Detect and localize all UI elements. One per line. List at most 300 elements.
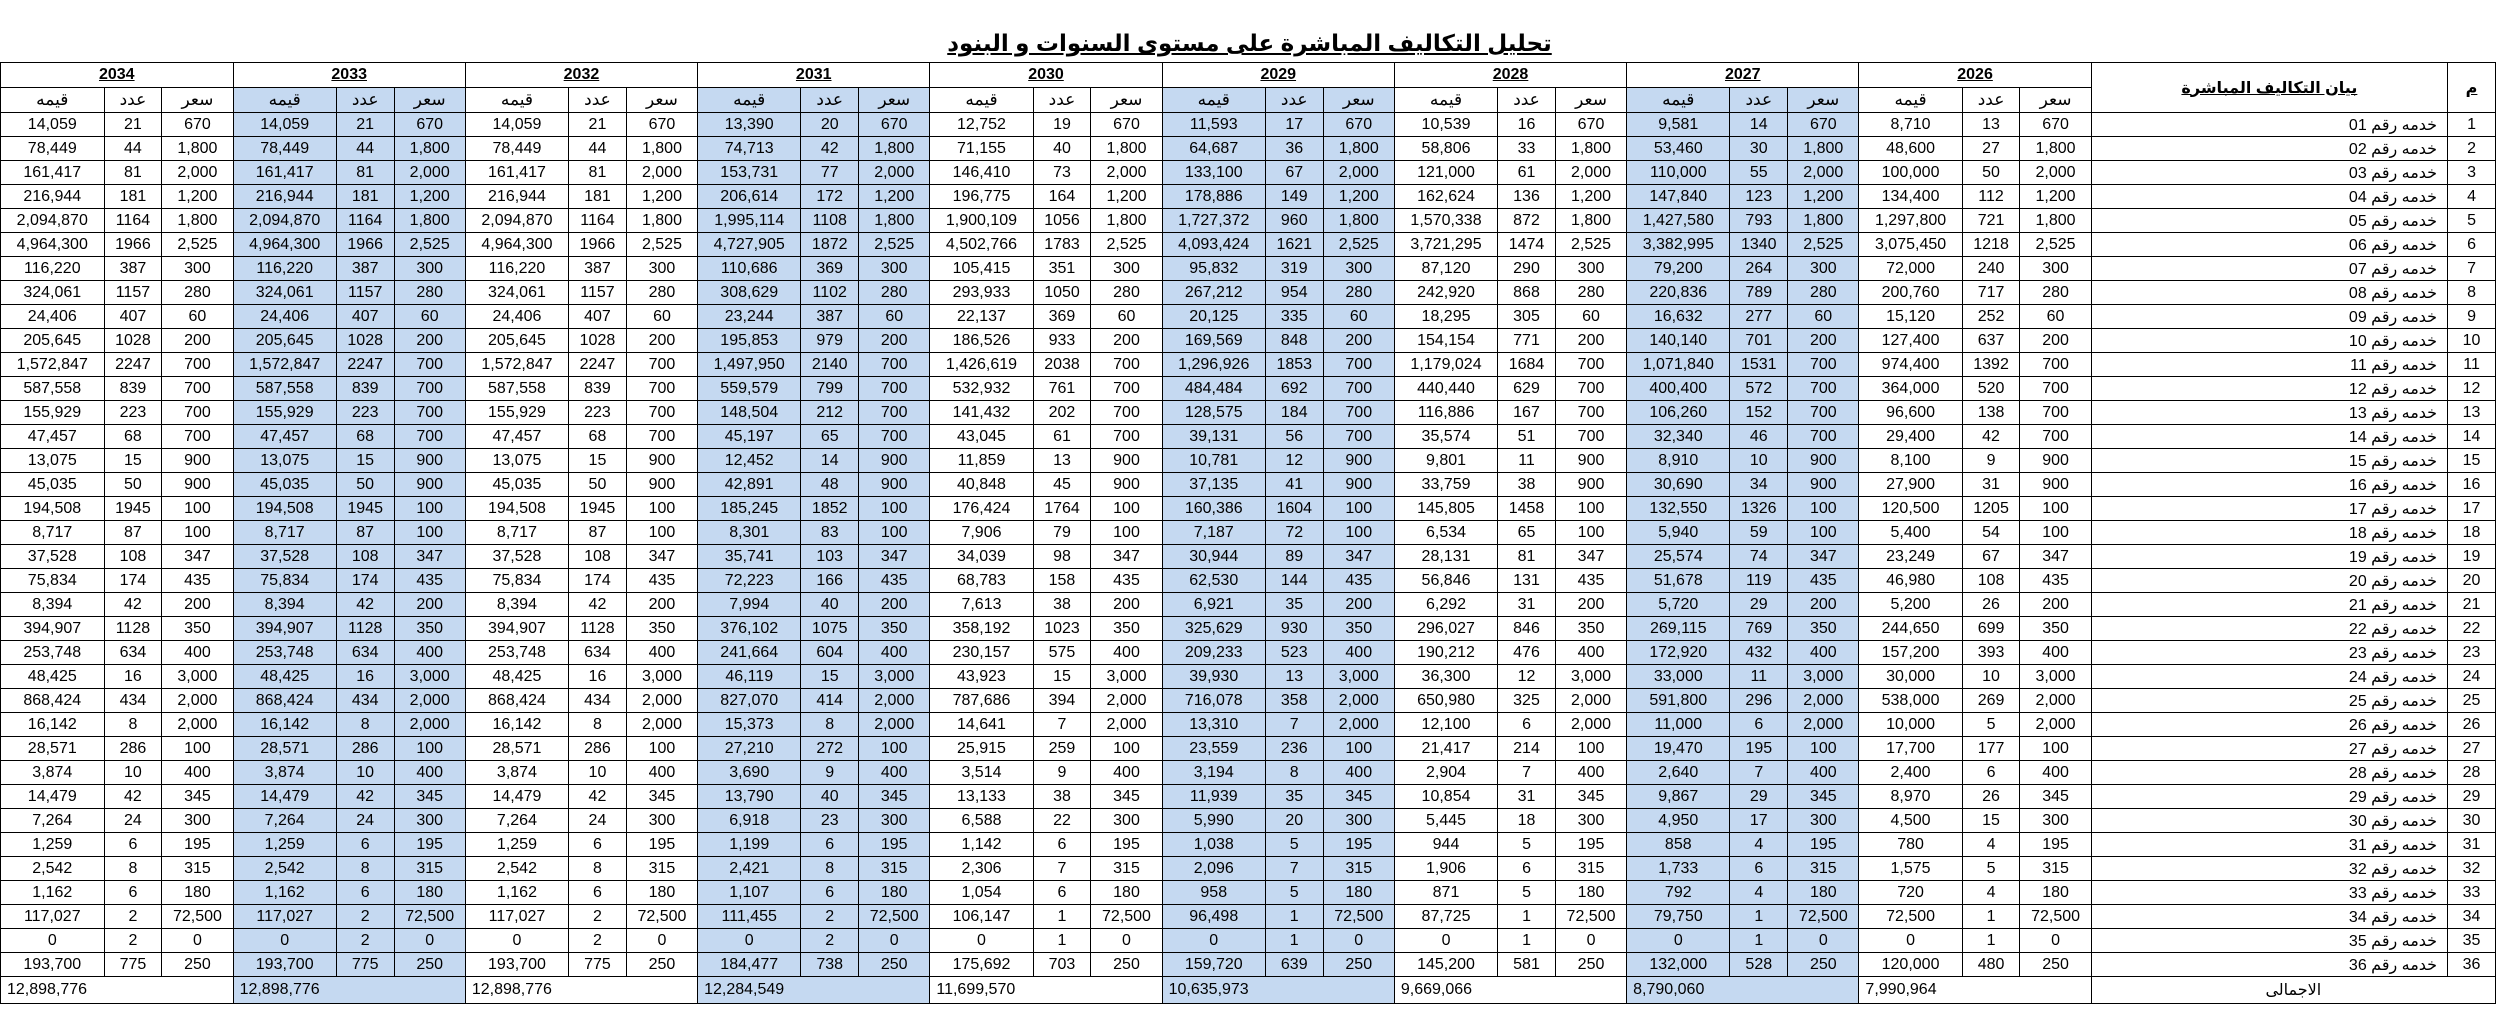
price-cell[interactable]: 900 bbox=[1555, 473, 1626, 497]
price-cell[interactable]: 195 bbox=[1091, 833, 1162, 857]
value-cell[interactable]: 3,874 bbox=[465, 761, 568, 785]
header-value[interactable]: قيمه bbox=[465, 88, 568, 113]
count-cell[interactable]: 50 bbox=[336, 473, 394, 497]
count-cell[interactable]: 629 bbox=[1498, 377, 1556, 401]
price-cell[interactable]: 400 bbox=[2020, 761, 2091, 785]
price-cell[interactable]: 200 bbox=[1788, 593, 1859, 617]
count-cell[interactable]: 123 bbox=[1730, 185, 1788, 209]
value-cell[interactable]: 11,939 bbox=[1162, 785, 1265, 809]
price-cell[interactable]: 315 bbox=[162, 857, 233, 881]
count-cell[interactable]: 15 bbox=[336, 449, 394, 473]
value-cell[interactable]: 3,382,995 bbox=[1627, 233, 1730, 257]
value-cell[interactable]: 3,721,295 bbox=[1394, 233, 1497, 257]
price-cell[interactable]: 100 bbox=[859, 521, 930, 545]
count-cell[interactable]: 8 bbox=[801, 857, 859, 881]
price-cell[interactable]: 300 bbox=[1788, 257, 1859, 281]
count-cell[interactable]: 6 bbox=[801, 881, 859, 905]
count-cell[interactable]: 202 bbox=[1033, 401, 1091, 425]
value-cell[interactable]: 7,264 bbox=[465, 809, 568, 833]
price-cell[interactable]: 100 bbox=[162, 737, 233, 761]
count-cell[interactable]: 223 bbox=[569, 401, 627, 425]
count-cell[interactable]: 868 bbox=[1498, 281, 1556, 305]
count-cell[interactable]: 6 bbox=[1962, 761, 2020, 785]
price-cell[interactable]: 1,200 bbox=[1091, 185, 1162, 209]
value-cell[interactable]: 650,980 bbox=[1394, 689, 1497, 713]
value-cell[interactable]: 253,748 bbox=[1, 641, 105, 665]
count-cell[interactable]: 45 bbox=[1033, 473, 1091, 497]
price-cell[interactable]: 100 bbox=[1091, 497, 1162, 521]
price-cell[interactable]: 1,200 bbox=[626, 185, 697, 209]
price-cell[interactable]: 60 bbox=[859, 305, 930, 329]
price-cell[interactable]: 2,000 bbox=[626, 689, 697, 713]
row-label[interactable]: خدمه رقم 08 bbox=[2091, 281, 2447, 305]
price-cell[interactable]: 250 bbox=[394, 953, 465, 977]
price-cell[interactable]: 72,500 bbox=[859, 905, 930, 929]
price-cell[interactable]: 1,800 bbox=[394, 137, 465, 161]
value-cell[interactable]: 4,500 bbox=[1859, 809, 1962, 833]
value-cell[interactable]: 161,417 bbox=[465, 161, 568, 185]
value-cell[interactable]: 241,664 bbox=[698, 641, 801, 665]
value-cell[interactable]: 110,686 bbox=[698, 257, 801, 281]
value-cell[interactable]: 267,212 bbox=[1162, 281, 1265, 305]
year-header-2029[interactable]: 2029 bbox=[1162, 63, 1394, 88]
row-label[interactable]: خدمه رقم 19 bbox=[2091, 545, 2447, 569]
value-cell[interactable]: 2,640 bbox=[1627, 761, 1730, 785]
count-cell[interactable]: 480 bbox=[1962, 953, 2020, 977]
count-cell[interactable]: 4 bbox=[1730, 833, 1788, 857]
price-cell[interactable]: 100 bbox=[626, 737, 697, 761]
count-cell[interactable]: 42 bbox=[336, 593, 394, 617]
price-cell[interactable]: 180 bbox=[1788, 881, 1859, 905]
value-cell[interactable]: 1,900,109 bbox=[930, 209, 1033, 233]
count-cell[interactable]: 434 bbox=[336, 689, 394, 713]
value-cell[interactable]: 23,249 bbox=[1859, 545, 1962, 569]
count-cell[interactable]: 11 bbox=[1498, 449, 1556, 473]
header-count[interactable]: عدد bbox=[1033, 88, 1091, 113]
value-cell[interactable]: 28,571 bbox=[1, 737, 105, 761]
price-cell[interactable]: 1,800 bbox=[162, 209, 233, 233]
value-cell[interactable]: 2,094,870 bbox=[233, 209, 336, 233]
value-cell[interactable]: 1,179,024 bbox=[1394, 353, 1497, 377]
count-cell[interactable]: 703 bbox=[1033, 953, 1091, 977]
value-cell[interactable]: 47,457 bbox=[1, 425, 105, 449]
price-cell[interactable]: 347 bbox=[1091, 545, 1162, 569]
count-cell[interactable]: 572 bbox=[1730, 377, 1788, 401]
count-cell[interactable]: 2247 bbox=[336, 353, 394, 377]
count-cell[interactable]: 1108 bbox=[801, 209, 859, 233]
value-cell[interactable]: 6,292 bbox=[1394, 593, 1497, 617]
value-cell[interactable]: 116,220 bbox=[233, 257, 336, 281]
price-cell[interactable]: 72,500 bbox=[1788, 905, 1859, 929]
count-cell[interactable]: 10 bbox=[336, 761, 394, 785]
value-cell[interactable]: 48,425 bbox=[465, 665, 568, 689]
value-cell[interactable]: 78,449 bbox=[233, 137, 336, 161]
row-number[interactable]: 27 bbox=[2448, 737, 2496, 761]
value-cell[interactable]: 43,923 bbox=[930, 665, 1033, 689]
header-price[interactable]: سعر bbox=[162, 88, 233, 113]
value-cell[interactable]: 13,075 bbox=[465, 449, 568, 473]
price-cell[interactable]: 250 bbox=[2020, 953, 2091, 977]
price-cell[interactable]: 700 bbox=[394, 353, 465, 377]
value-cell[interactable]: 1,572,847 bbox=[233, 353, 336, 377]
count-cell[interactable]: 68 bbox=[104, 425, 162, 449]
count-cell[interactable]: 67 bbox=[1962, 545, 2020, 569]
value-cell[interactable]: 1,426,619 bbox=[930, 353, 1033, 377]
count-cell[interactable]: 1684 bbox=[1498, 353, 1556, 377]
value-cell[interactable]: 47,457 bbox=[465, 425, 568, 449]
value-cell[interactable]: 140,140 bbox=[1627, 329, 1730, 353]
price-cell[interactable]: 900 bbox=[1323, 473, 1394, 497]
count-cell[interactable]: 6 bbox=[1730, 857, 1788, 881]
price-cell[interactable]: 100 bbox=[394, 737, 465, 761]
count-cell[interactable]: 13 bbox=[1265, 665, 1323, 689]
count-cell[interactable]: 21 bbox=[104, 113, 162, 137]
count-cell[interactable]: 2 bbox=[569, 929, 627, 953]
row-label[interactable]: خدمه رقم 18 bbox=[2091, 521, 2447, 545]
price-cell[interactable]: 315 bbox=[1555, 857, 1626, 881]
price-cell[interactable]: 100 bbox=[394, 497, 465, 521]
count-cell[interactable]: 933 bbox=[1033, 329, 1091, 353]
count-cell[interactable]: 42 bbox=[1962, 425, 2020, 449]
value-cell[interactable]: 39,930 bbox=[1162, 665, 1265, 689]
value-cell[interactable]: 1,297,800 bbox=[1859, 209, 1962, 233]
value-cell[interactable]: 13,310 bbox=[1162, 713, 1265, 737]
price-cell[interactable]: 670 bbox=[1788, 113, 1859, 137]
price-cell[interactable]: 900 bbox=[1788, 473, 1859, 497]
value-cell[interactable]: 172,920 bbox=[1627, 641, 1730, 665]
row-number[interactable]: 13 bbox=[2448, 401, 2496, 425]
row-label[interactable]: خدمه رقم 04 bbox=[2091, 185, 2447, 209]
price-cell[interactable]: 180 bbox=[626, 881, 697, 905]
price-cell[interactable]: 200 bbox=[1323, 593, 1394, 617]
price-cell[interactable]: 400 bbox=[1555, 641, 1626, 665]
count-cell[interactable]: 839 bbox=[336, 377, 394, 401]
value-cell[interactable]: 591,800 bbox=[1627, 689, 1730, 713]
header-price[interactable]: سعر bbox=[1555, 88, 1626, 113]
count-cell[interactable]: 6 bbox=[569, 833, 627, 857]
count-cell[interactable]: 108 bbox=[1962, 569, 2020, 593]
row-number[interactable]: 26 bbox=[2448, 713, 2496, 737]
count-cell[interactable]: 1128 bbox=[569, 617, 627, 641]
price-cell[interactable]: 670 bbox=[1323, 113, 1394, 137]
count-cell[interactable]: 50 bbox=[569, 473, 627, 497]
count-cell[interactable]: 1 bbox=[1265, 929, 1323, 953]
price-cell[interactable]: 72,500 bbox=[1091, 905, 1162, 929]
value-cell[interactable]: 30,000 bbox=[1859, 665, 1962, 689]
price-cell[interactable]: 1,200 bbox=[394, 185, 465, 209]
value-cell[interactable]: 87,725 bbox=[1394, 905, 1497, 929]
price-cell[interactable]: 350 bbox=[394, 617, 465, 641]
count-cell[interactable]: 184 bbox=[1265, 401, 1323, 425]
count-cell[interactable]: 174 bbox=[336, 569, 394, 593]
value-cell[interactable]: 117,027 bbox=[1, 905, 105, 929]
count-cell[interactable]: 252 bbox=[1962, 305, 2020, 329]
value-cell[interactable]: 205,645 bbox=[1, 329, 105, 353]
count-cell[interactable]: 87 bbox=[104, 521, 162, 545]
count-cell[interactable]: 42 bbox=[569, 593, 627, 617]
value-cell[interactable]: 293,933 bbox=[930, 281, 1033, 305]
price-cell[interactable]: 700 bbox=[2020, 425, 2091, 449]
value-cell[interactable]: 1,038 bbox=[1162, 833, 1265, 857]
row-number[interactable]: 36 bbox=[2448, 953, 2496, 977]
price-cell[interactable]: 345 bbox=[162, 785, 233, 809]
count-cell[interactable]: 4 bbox=[1730, 881, 1788, 905]
count-cell[interactable]: 18 bbox=[1498, 809, 1556, 833]
value-cell[interactable]: 153,731 bbox=[698, 161, 801, 185]
price-cell[interactable]: 435 bbox=[394, 569, 465, 593]
value-cell[interactable]: 161,417 bbox=[233, 161, 336, 185]
price-cell[interactable]: 200 bbox=[2020, 593, 2091, 617]
price-cell[interactable]: 72,500 bbox=[1555, 905, 1626, 929]
value-cell[interactable]: 18,295 bbox=[1394, 305, 1497, 329]
value-cell[interactable]: 8,394 bbox=[465, 593, 568, 617]
value-cell[interactable]: 242,920 bbox=[1394, 281, 1497, 305]
count-cell[interactable]: 1783 bbox=[1033, 233, 1091, 257]
header-value[interactable]: قيمه bbox=[1162, 88, 1265, 113]
count-cell[interactable]: 181 bbox=[104, 185, 162, 209]
value-cell[interactable]: 6,588 bbox=[930, 809, 1033, 833]
row-label[interactable]: خدمه رقم 14 bbox=[2091, 425, 2447, 449]
price-cell[interactable]: 1,200 bbox=[1555, 185, 1626, 209]
value-cell[interactable]: 27,210 bbox=[698, 737, 801, 761]
price-cell[interactable]: 2,000 bbox=[1555, 161, 1626, 185]
price-cell[interactable]: 700 bbox=[162, 353, 233, 377]
price-cell[interactable]: 300 bbox=[394, 809, 465, 833]
count-cell[interactable]: 1872 bbox=[801, 233, 859, 257]
price-cell[interactable]: 60 bbox=[626, 305, 697, 329]
value-cell[interactable]: 16,632 bbox=[1627, 305, 1730, 329]
value-cell[interactable]: 3,874 bbox=[1, 761, 105, 785]
count-cell[interactable]: 799 bbox=[801, 377, 859, 401]
price-cell[interactable]: 700 bbox=[162, 425, 233, 449]
value-cell[interactable]: 6,534 bbox=[1394, 521, 1497, 545]
count-cell[interactable]: 98 bbox=[1033, 545, 1091, 569]
count-cell[interactable]: 81 bbox=[104, 161, 162, 185]
value-cell[interactable]: 100,000 bbox=[1859, 161, 1962, 185]
price-cell[interactable]: 347 bbox=[2020, 545, 2091, 569]
count-cell[interactable]: 1157 bbox=[569, 281, 627, 305]
price-cell[interactable]: 400 bbox=[1091, 641, 1162, 665]
price-cell[interactable]: 100 bbox=[1091, 521, 1162, 545]
price-cell[interactable]: 700 bbox=[394, 377, 465, 401]
value-cell[interactable]: 308,629 bbox=[698, 281, 801, 305]
count-cell[interactable]: 38 bbox=[1033, 785, 1091, 809]
row-label[interactable]: خدمه رقم 03 bbox=[2091, 161, 2447, 185]
value-cell[interactable]: 35,574 bbox=[1394, 425, 1497, 449]
price-cell[interactable]: 300 bbox=[162, 809, 233, 833]
row-label[interactable]: خدمه رقم 15 bbox=[2091, 449, 2447, 473]
price-cell[interactable]: 700 bbox=[1091, 377, 1162, 401]
value-cell[interactable]: 3,514 bbox=[930, 761, 1033, 785]
row-label[interactable]: خدمه رقم 20 bbox=[2091, 569, 2447, 593]
value-cell[interactable]: 220,836 bbox=[1627, 281, 1730, 305]
value-cell[interactable]: 116,220 bbox=[1, 257, 105, 281]
value-cell[interactable]: 106,147 bbox=[930, 905, 1033, 929]
price-cell[interactable]: 345 bbox=[394, 785, 465, 809]
value-cell[interactable]: 7,994 bbox=[698, 593, 801, 617]
count-cell[interactable]: 172 bbox=[801, 185, 859, 209]
price-cell[interactable]: 400 bbox=[1555, 761, 1626, 785]
price-cell[interactable]: 2,000 bbox=[626, 161, 697, 185]
count-cell[interactable]: 604 bbox=[801, 641, 859, 665]
value-cell[interactable]: 14,059 bbox=[233, 113, 336, 137]
price-cell[interactable]: 350 bbox=[626, 617, 697, 641]
count-cell[interactable]: 48 bbox=[801, 473, 859, 497]
price-cell[interactable]: 200 bbox=[1788, 329, 1859, 353]
value-cell[interactable]: 13,390 bbox=[698, 113, 801, 137]
count-cell[interactable]: 872 bbox=[1498, 209, 1556, 233]
price-cell[interactable]: 700 bbox=[1091, 401, 1162, 425]
count-cell[interactable]: 138 bbox=[1962, 401, 2020, 425]
value-cell[interactable]: 0 bbox=[1, 929, 105, 953]
value-cell[interactable]: 17,700 bbox=[1859, 737, 1962, 761]
count-cell[interactable]: 839 bbox=[104, 377, 162, 401]
value-cell[interactable]: 117,027 bbox=[465, 905, 568, 929]
price-cell[interactable]: 700 bbox=[162, 377, 233, 401]
price-cell[interactable]: 435 bbox=[162, 569, 233, 593]
count-cell[interactable]: 87 bbox=[569, 521, 627, 545]
price-cell[interactable]: 200 bbox=[162, 329, 233, 353]
value-cell[interactable]: 394,907 bbox=[465, 617, 568, 641]
count-cell[interactable]: 1102 bbox=[801, 281, 859, 305]
price-cell[interactable]: 345 bbox=[1091, 785, 1162, 809]
price-cell[interactable]: 1,800 bbox=[2020, 137, 2091, 161]
value-cell[interactable]: 868,424 bbox=[1, 689, 105, 713]
count-cell[interactable]: 296 bbox=[1730, 689, 1788, 713]
count-cell[interactable]: 639 bbox=[1265, 953, 1323, 977]
value-cell[interactable]: 42,891 bbox=[698, 473, 801, 497]
value-cell[interactable]: 0 bbox=[1394, 929, 1497, 953]
row-label[interactable]: خدمه رقم 09 bbox=[2091, 305, 2447, 329]
price-cell[interactable]: 280 bbox=[626, 281, 697, 305]
count-cell[interactable]: 166 bbox=[801, 569, 859, 593]
header-price[interactable]: سعر bbox=[859, 88, 930, 113]
price-cell[interactable]: 0 bbox=[626, 929, 697, 953]
count-cell[interactable]: 42 bbox=[569, 785, 627, 809]
price-cell[interactable]: 0 bbox=[394, 929, 465, 953]
price-cell[interactable]: 700 bbox=[1323, 401, 1394, 425]
count-cell[interactable]: 5 bbox=[1498, 881, 1556, 905]
count-cell[interactable]: 369 bbox=[1033, 305, 1091, 329]
value-cell[interactable]: 8,970 bbox=[1859, 785, 1962, 809]
value-cell[interactable]: 484,484 bbox=[1162, 377, 1265, 401]
count-cell[interactable]: 12 bbox=[1265, 449, 1323, 473]
count-cell[interactable]: 6 bbox=[1498, 713, 1556, 737]
price-cell[interactable]: 700 bbox=[859, 401, 930, 425]
count-cell[interactable]: 108 bbox=[336, 545, 394, 569]
row-number[interactable]: 9 bbox=[2448, 305, 2496, 329]
header-value[interactable]: قيمه bbox=[1859, 88, 1962, 113]
value-cell[interactable]: 28,131 bbox=[1394, 545, 1497, 569]
header-price[interactable]: سعر bbox=[1323, 88, 1394, 113]
price-cell[interactable]: 900 bbox=[1091, 473, 1162, 497]
count-cell[interactable]: 74 bbox=[1730, 545, 1788, 569]
value-cell[interactable]: 32,340 bbox=[1627, 425, 1730, 449]
row-number[interactable]: 28 bbox=[2448, 761, 2496, 785]
price-cell[interactable]: 1,200 bbox=[162, 185, 233, 209]
count-cell[interactable]: 1 bbox=[1962, 929, 2020, 953]
price-cell[interactable]: 0 bbox=[859, 929, 930, 953]
count-cell[interactable]: 61 bbox=[1033, 425, 1091, 449]
price-cell[interactable]: 2,000 bbox=[162, 689, 233, 713]
count-cell[interactable]: 10 bbox=[104, 761, 162, 785]
row-number[interactable]: 11 bbox=[2448, 353, 2496, 377]
price-cell[interactable]: 100 bbox=[626, 521, 697, 545]
price-cell[interactable]: 2,525 bbox=[1323, 233, 1394, 257]
value-cell[interactable]: 195,853 bbox=[698, 329, 801, 353]
value-cell[interactable]: 53,460 bbox=[1627, 137, 1730, 161]
count-cell[interactable]: 1966 bbox=[104, 233, 162, 257]
value-cell[interactable]: 5,940 bbox=[1627, 521, 1730, 545]
price-cell[interactable]: 347 bbox=[1555, 545, 1626, 569]
count-cell[interactable]: 930 bbox=[1265, 617, 1323, 641]
value-cell[interactable]: 196,775 bbox=[930, 185, 1033, 209]
value-cell[interactable]: 58,806 bbox=[1394, 137, 1497, 161]
row-number[interactable]: 2 bbox=[2448, 137, 2496, 161]
row-label[interactable]: خدمه رقم 35 bbox=[2091, 929, 2447, 953]
price-cell[interactable]: 2,000 bbox=[2020, 161, 2091, 185]
count-cell[interactable]: 387 bbox=[104, 257, 162, 281]
price-cell[interactable]: 300 bbox=[394, 257, 465, 281]
price-cell[interactable]: 2,000 bbox=[1323, 689, 1394, 713]
price-cell[interactable]: 700 bbox=[1555, 425, 1626, 449]
row-number[interactable]: 20 bbox=[2448, 569, 2496, 593]
price-cell[interactable]: 100 bbox=[2020, 497, 2091, 521]
count-cell[interactable]: 637 bbox=[1962, 329, 2020, 353]
price-cell[interactable]: 1,800 bbox=[1091, 137, 1162, 161]
price-cell[interactable]: 435 bbox=[1323, 569, 1394, 593]
price-cell[interactable]: 0 bbox=[1788, 929, 1859, 953]
count-cell[interactable]: 15 bbox=[569, 449, 627, 473]
value-cell[interactable]: 2,421 bbox=[698, 857, 801, 881]
price-cell[interactable]: 700 bbox=[626, 377, 697, 401]
value-cell[interactable]: 230,157 bbox=[930, 641, 1033, 665]
count-cell[interactable]: 20 bbox=[1265, 809, 1323, 833]
price-cell[interactable]: 400 bbox=[626, 761, 697, 785]
count-cell[interactable]: 1 bbox=[1962, 905, 2020, 929]
price-cell[interactable]: 1,800 bbox=[1323, 137, 1394, 161]
count-cell[interactable]: 112 bbox=[1962, 185, 2020, 209]
count-cell[interactable]: 692 bbox=[1265, 377, 1323, 401]
price-cell[interactable]: 280 bbox=[1091, 281, 1162, 305]
row-label[interactable]: خدمه رقم 06 bbox=[2091, 233, 2447, 257]
value-cell[interactable]: 4,964,300 bbox=[465, 233, 568, 257]
value-cell[interactable]: 3,690 bbox=[698, 761, 801, 785]
price-cell[interactable]: 700 bbox=[626, 425, 697, 449]
count-cell[interactable]: 775 bbox=[104, 953, 162, 977]
count-cell[interactable]: 15 bbox=[1033, 665, 1091, 689]
price-cell[interactable]: 2,000 bbox=[859, 689, 930, 713]
price-cell[interactable]: 60 bbox=[1788, 305, 1859, 329]
price-cell[interactable]: 1,800 bbox=[1555, 209, 1626, 233]
value-cell[interactable]: 146,410 bbox=[930, 161, 1033, 185]
price-cell[interactable]: 300 bbox=[1555, 809, 1626, 833]
value-cell[interactable]: 253,748 bbox=[465, 641, 568, 665]
value-cell[interactable]: 71,155 bbox=[930, 137, 1033, 161]
price-cell[interactable]: 347 bbox=[626, 545, 697, 569]
count-cell[interactable]: 1945 bbox=[336, 497, 394, 521]
value-cell[interactable]: 6,918 bbox=[698, 809, 801, 833]
row-number[interactable]: 12 bbox=[2448, 377, 2496, 401]
count-cell[interactable]: 103 bbox=[801, 545, 859, 569]
total-value-2033[interactable]: 12,898,776 bbox=[233, 977, 465, 1004]
value-cell[interactable]: 45,035 bbox=[465, 473, 568, 497]
value-cell[interactable]: 394,907 bbox=[233, 617, 336, 641]
price-cell[interactable]: 900 bbox=[394, 473, 465, 497]
count-cell[interactable]: 177 bbox=[1962, 737, 2020, 761]
count-cell[interactable]: 108 bbox=[569, 545, 627, 569]
count-cell[interactable]: 6 bbox=[569, 881, 627, 905]
